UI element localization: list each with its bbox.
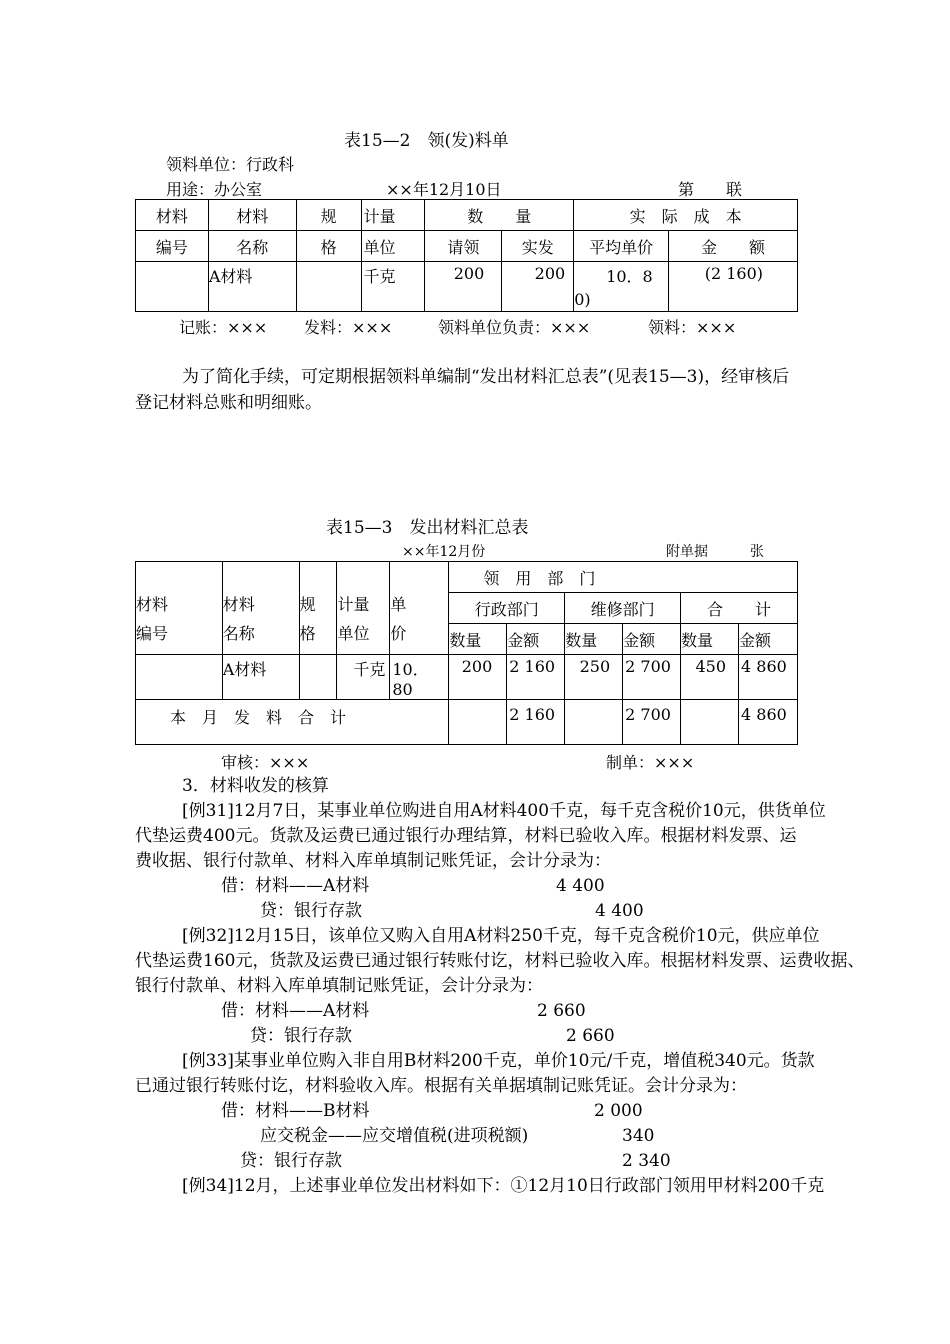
hdr2-spec xyxy=(299,562,337,655)
hdr-unit: 计量 xyxy=(361,200,425,231)
table1-date: ××年12月10日 xyxy=(386,180,502,199)
hdr-issued: 实发 xyxy=(502,231,574,262)
maker-sign: 制单：××× xyxy=(606,753,695,772)
ex31-debit: 借：材料——A材料 xyxy=(221,876,370,896)
receiver-sign: 领料：××× xyxy=(648,318,737,337)
sum-admin-amt: 2 160 xyxy=(507,700,565,745)
sum-total-amt: 4 860 xyxy=(739,700,798,745)
hdr2-spec-2: 格 xyxy=(299,624,316,643)
hdr2-unit-1: 计量 xyxy=(337,595,370,614)
avg-price-cont: 0) xyxy=(574,290,591,309)
cell-avg-price xyxy=(574,262,669,312)
hdr-amount: 金 额 xyxy=(669,231,798,262)
ex32-credit-amount: 2 660 xyxy=(566,1026,615,1046)
ex32-line1: [例32]12月15日，该单位又购入自用A材料250千克，每千克含税价10元，供应单位 xyxy=(182,926,820,946)
hdr-avg-price: 平均单价 xyxy=(574,231,669,262)
hdr-spec-2: 格 xyxy=(296,231,361,262)
sum-admin-qty xyxy=(449,700,507,745)
cell-issued: 200 xyxy=(502,262,574,312)
ex32-credit: 贷：银行存款 xyxy=(250,1026,352,1046)
table1-unit: 领料单位：行政科 xyxy=(166,155,295,174)
table1-purpose: 用途：办公室 xyxy=(166,180,263,199)
hdr2-repair: 维修部门 xyxy=(565,593,681,624)
ex33-debit-amount: 2 000 xyxy=(594,1101,643,1121)
ex33-tax: 应交税金——应交增值税(进项税额) xyxy=(260,1126,529,1146)
row2-total-qty: 450 xyxy=(681,655,739,700)
row2-total-amt: 4 860 xyxy=(739,655,798,700)
ex32-debit: 借：材料——A材料 xyxy=(221,1001,370,1021)
sum-row-label: 本 月 发 料 合 计 xyxy=(136,700,449,745)
ex31-line3: 费收据、银行付款单、材料入库单填制记账凭证，会计分录为： xyxy=(135,851,611,871)
hdr-spec: 规 xyxy=(296,200,361,231)
row2-price: 10．80 xyxy=(390,655,449,700)
hdr2-code xyxy=(136,562,223,655)
ex31-credit-amount: 4 400 xyxy=(595,901,644,921)
row2-spec xyxy=(299,655,337,700)
hdr2-unit-2: 单位 xyxy=(337,624,370,643)
row2-admin-qty: 200 xyxy=(449,655,507,700)
ex33-credit-amount: 2 340 xyxy=(622,1151,671,1171)
issuer-sign: 发料：××× xyxy=(304,318,393,337)
hdr2-price xyxy=(390,562,449,655)
hdr-name: 材料 xyxy=(208,200,296,231)
table2-title: 表15—3 发出材料汇总表 xyxy=(326,518,529,538)
table1-title: 表15—2 领(发)料单 xyxy=(344,131,509,151)
hdr2-total-amt: 金额 xyxy=(739,624,798,655)
ex32-debit-amount: 2 660 xyxy=(537,1001,586,1021)
paragraph-line1: 为了简化手续，可定期根据领料单编制“发出材料汇总表”(见表15—3)，经审核后 xyxy=(182,367,790,387)
hdr2-spec-1: 规 xyxy=(299,595,316,614)
ex31-credit: 贷：银行存款 xyxy=(260,901,362,921)
ex33-credit: 贷：银行存款 xyxy=(240,1151,342,1171)
hdr2-departments: 领 用 部 门 xyxy=(449,562,798,593)
hdr2-name-1: 材料 xyxy=(222,595,255,614)
bookkeeper-sign: 记账：××× xyxy=(179,318,268,337)
ex31-line1: [例31]12月7日，某事业单位购进自用A材料400千克，每千克含税价10元，供货单位 xyxy=(182,801,826,821)
ex31-line2: 代垫运费400元。货款及运费已通过银行办理结算，材料已验收入库。根据材料发票、运 xyxy=(135,826,797,846)
cell-unit: 千克 xyxy=(361,262,425,312)
sum-repair-qty xyxy=(565,700,623,745)
hdr-actual-cost: 实 际 成 本 xyxy=(574,200,798,231)
cell-amount: (2 160) xyxy=(669,262,798,312)
auditor-sign: 审核：××× xyxy=(221,753,310,772)
hdr2-price-1: 单 xyxy=(390,595,407,614)
cell-material-name: A材料 xyxy=(208,262,296,312)
dept-head-sign: 领料单位负责：××× xyxy=(438,318,591,337)
hdr2-unit xyxy=(337,562,390,655)
hdr2-name xyxy=(222,562,299,655)
requisition-table xyxy=(135,199,798,312)
cell-spec xyxy=(296,262,361,312)
hdr2-admin-qty: 数量 xyxy=(449,624,507,655)
row2-admin-amt: 2 160 xyxy=(507,655,565,700)
row2-name: A材料 xyxy=(222,655,299,700)
hdr2-name-2: 名称 xyxy=(222,624,255,643)
ex33-tax-amount: 340 xyxy=(622,1126,655,1146)
hdr2-price-2: 价 xyxy=(390,624,407,643)
hdr2-admin: 行政部门 xyxy=(449,593,565,624)
avg-price-value: 10．8 xyxy=(606,267,653,286)
hdr2-repair-amt: 金额 xyxy=(623,624,681,655)
section-heading: 3．材料收发的核算 xyxy=(182,776,329,796)
cell-requested: 200 xyxy=(425,262,502,312)
hdr-code: 材料 xyxy=(136,200,209,231)
row2-code xyxy=(136,655,223,700)
sum-total-qty xyxy=(681,700,739,745)
hdr-code-2: 编号 xyxy=(136,231,209,262)
sum-repair-amt: 2 700 xyxy=(623,700,681,745)
ex31-debit-amount: 4 400 xyxy=(556,876,605,896)
hdr2-admin-amt: 金额 xyxy=(507,624,565,655)
ex32-line2: 代垫运费160元，货款及运费已通过银行转账付讫，材料已验收入库。根据材料发票、运费收据、 xyxy=(135,951,865,971)
hdr2-code-2: 编号 xyxy=(136,624,169,643)
hdr2-total: 合 计 xyxy=(681,593,798,624)
ex33-line1: [例33]某事业单位购入非自用B材料200千克，单价10元/千克，增值税340元。货款 xyxy=(182,1051,815,1071)
hdr-unit-2: 单位 xyxy=(361,231,425,262)
hdr-requested: 请领 xyxy=(425,231,502,262)
ex32-line3: 银行付款单、材料入库单填制记账凭证，会计分录为： xyxy=(135,976,543,996)
ex33-line2: 已通过银行转账付讫，材料验收入库。根据有关单据填制记账凭证。会计分录为： xyxy=(135,1076,747,1096)
ex33-debit: 借：材料——B材料 xyxy=(221,1101,370,1121)
hdr2-total-qty: 数量 xyxy=(681,624,739,655)
issue-summary-table xyxy=(135,561,798,745)
hdr-quantity: 数 量 xyxy=(425,200,574,231)
row2-repair-amt: 2 700 xyxy=(623,655,681,700)
table2-period: ××年12月份 xyxy=(402,544,486,560)
table2-attach: 附单据 张 xyxy=(666,544,764,560)
ex34-line1: [例34]12月，上述事业单位发出材料如下：①12月10日行政部门领用甲材料200千克 xyxy=(182,1176,825,1196)
row2-unit: 千克 xyxy=(337,655,390,700)
hdr-name-2: 名称 xyxy=(208,231,296,262)
cell-code xyxy=(136,262,209,312)
hdr2-code-1: 材料 xyxy=(136,595,169,614)
paragraph-line2: 登记材料总账和明细账。 xyxy=(135,393,322,413)
table1-copy-label: 第 联 xyxy=(678,180,743,199)
row2-repair-qty: 250 xyxy=(565,655,623,700)
hdr2-repair-qty: 数量 xyxy=(565,624,623,655)
